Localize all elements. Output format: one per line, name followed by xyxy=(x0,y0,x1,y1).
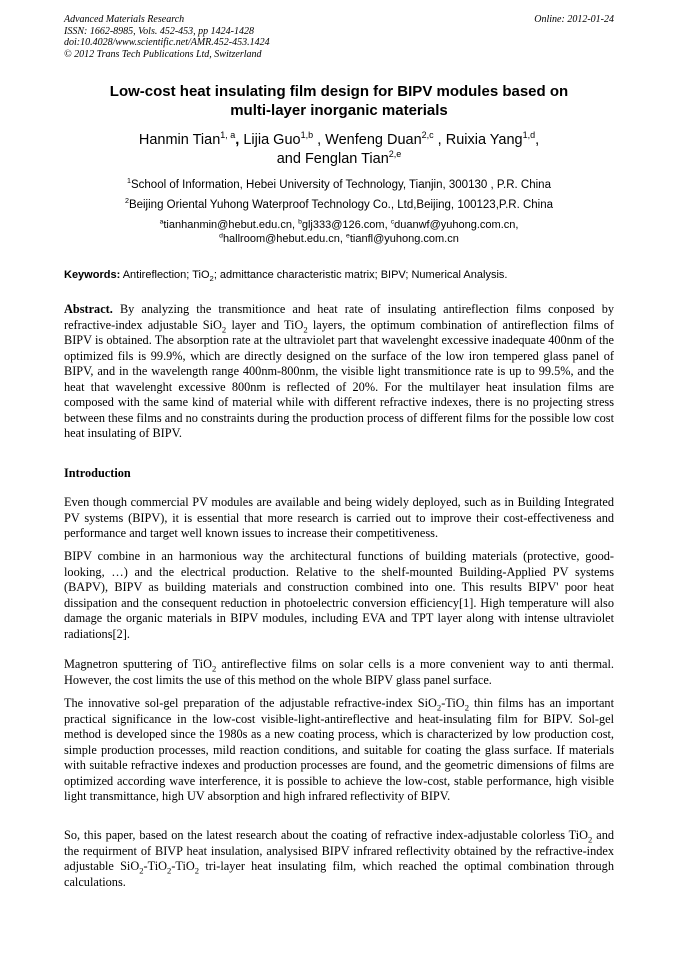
affiliation-sup: 2 xyxy=(124,197,129,206)
author-sup: 1, a xyxy=(220,130,236,141)
paragraph-sub: 2 xyxy=(167,865,172,876)
author-line-2 xyxy=(64,150,614,169)
email-line-1 xyxy=(64,218,614,232)
copyright-line: © 2012 Trans Tech Publications Ltd, Switzerland xyxy=(64,48,262,60)
email-sup: d xyxy=(219,232,223,240)
author-line-1: Hanmin Tian$^{1, a}$, Lijia Guo$^{1,b}$ , Wenfeng Duan$^{2,c}$ , Ruixia Yang$^{1,d}$, xyxy=(138,130,540,148)
email-sup: c xyxy=(390,218,395,226)
affiliation-1 xyxy=(64,178,614,192)
paragraph-text: Magnetron sputtering of TiO xyxy=(64,657,212,671)
email-sup: a xyxy=(159,218,164,226)
section-heading-introduction: Introduction xyxy=(64,466,131,480)
affiliation-text: School of Information, Hebei University of Technology, Tianjin, 300130 , P.R. China xyxy=(130,179,551,191)
author-name: Hanmin Tian xyxy=(138,132,221,148)
paragraph-text: The innovative sol-gel preparation of the adjustable refractive-index SiO xyxy=(64,696,437,710)
email-link: hallroom@hebut.edu.cn, xyxy=(222,233,343,245)
journal-header xyxy=(64,14,270,60)
affiliation-2 xyxy=(64,198,614,212)
affiliation-text: Beijing Oriental Yuhong Waterproof Technology Co., Ltd,Beijing, 100123,P.R. China xyxy=(128,199,554,211)
paragraph-text: So, this paper, based on the latest research about the coating of refractive index-adjustable colorless TiO xyxy=(64,828,589,842)
abstract-text: layer and TiO xyxy=(226,317,304,332)
title-line-1: Low-cost heat insulating film design for BIPV modules based on xyxy=(109,83,569,100)
intro-paragraph-5 xyxy=(64,828,614,890)
paragraph-text: and the requirment of BIVP heat insulation, analysised BIPV infrared reflectivity obtained by the refractive-index adjustable SiO xyxy=(64,828,614,873)
journal-name: Advanced Materials Research xyxy=(64,14,185,25)
paragraph-text: -TiO xyxy=(143,859,167,873)
title-line-2: multi-layer inorganic materials xyxy=(230,102,448,119)
intro-paragraph-1: Even though commercial PV modules are available and being widely deployed, such as in Building Integrated PV systems (BIPV), it is essential that more research is carried out to improve their cost-effectiveness and performance and target well known issues to increase their competitiveness. xyxy=(64,495,614,540)
paragraph-text: antireflective films on solar cells is a more convenient way to anti thermal. However, the cost limits the use of this method on the whole BIPV glass panel surface. xyxy=(64,657,614,687)
abstract-text: layers, the optimum combination of antireflection films of BIPV is obtained. The absorption rate at the ultraviolet part that wavelenght excessive inadequate 400nm of the optimized fils is 99.9%, which are directly designed on the surface of the low iron tempered glass panel of BIPV, and in the wavelength range 400nm-800nm, the visible light transmitionce rate is up to 99.5%, and the heat that wavelenght excessive 800nm is reflected of 20%. For the multilayer heat insulation films are composed with the same kind of material while with different refractive indexes, there is no projecting stress between these films and no constraints during the production process of different films for the possible low cost heat insulating of BIPV. xyxy=(64,317,614,440)
paper-title xyxy=(64,82,614,120)
abstract-label: Abstract. xyxy=(64,302,113,316)
paragraph-sub: 2 xyxy=(194,865,200,876)
abstract-text: By analyzing the transmitionce and heat rate of insulating antireflection films conposed by refractive-index adjustable SiO xyxy=(64,302,614,332)
intro-paragraph-2: BIPV combine in an harmonious way the architectural functions of building materials (protective, good-looking, …) and the electrical production. Relative to the shelf-mounted Building-Applied PV systems (BAPV), BIPV as building materials and construction combined into one. This results BIPV' poor heat dissipation and the consequent reduction in photoelectric conversion efficiency[1]. High temperature will also damage the organic materials in BIPV modules, including EVA and TPT layer along with intense ultraviolet radiations[2]. xyxy=(64,549,614,641)
affiliation-sup: 1 xyxy=(127,177,131,186)
author-name: Fenglan Tian xyxy=(304,151,389,167)
abstract-sub: 2 xyxy=(303,323,308,334)
email-sup: b xyxy=(298,218,302,226)
author-sup: 1,b xyxy=(300,130,314,141)
keywords-text: ; admittance characteristic matrix; BIPV; Numerical Analysis. xyxy=(213,269,508,281)
email-link: tianfl@yuhong.com.cn xyxy=(349,233,459,245)
online-date: Online: 2012-01-24 xyxy=(534,14,614,25)
author-sup: 2,c xyxy=(421,130,434,141)
abstract-sub: 2 xyxy=(221,323,227,334)
email-link: glj333@126.com, xyxy=(301,219,388,231)
doi-line: doi:10.4028/www.scientific.net/AMR.452-453.1424 xyxy=(64,37,270,48)
abstract-paragraph xyxy=(64,302,614,442)
author-sup: 2,e xyxy=(388,149,402,160)
email-list xyxy=(64,218,614,246)
email-line-2 xyxy=(64,232,614,246)
keywords-text: Antireflection; TiO xyxy=(122,269,210,281)
author-and: and xyxy=(276,151,301,167)
keywords-sub: 2 xyxy=(209,274,214,284)
paragraph-sub: 2 xyxy=(436,702,442,713)
author-name: Ruixia Yang xyxy=(445,132,523,148)
email-sup: e xyxy=(346,232,350,240)
keywords-line xyxy=(64,268,614,282)
paragraph-sub: 2 xyxy=(588,834,593,845)
intro-paragraph-3 xyxy=(64,657,614,688)
paragraph-text: -TiO xyxy=(171,859,195,873)
author-name: Wenfeng Duan xyxy=(325,132,422,148)
author-name: Lijia Guo xyxy=(243,132,301,148)
email-link: tianhanmin@hebut.edu.cn, xyxy=(163,219,296,231)
paragraph-text: tri-layer heat insulating film, which reached the optimal combination through calculations. xyxy=(64,859,614,889)
keywords-label: Keywords: xyxy=(64,269,121,281)
paragraph-text: thin films has an important practical significance in the low-cost visible-light-antireflective and heat-insulating film for BIPV. Sol-gel method is developed since the 1980s as a new coating process, which is characterized by low production cost, simple production processes, mild reaction conditions, and suitable for coating the glass surface. If materials with suitable refractive indexes and production processes are found, and the geometric dimensions of films are optimized according wave interference, it is possible to achieve the low-cost, stable performance, high visible light transmittance, high UV absorption and high infrared reflectivity of BIPV. xyxy=(64,696,614,803)
issn-line: ISSN: 1662-8985, Vols. 452-453, pp 1424-1428 xyxy=(64,25,254,37)
paragraph-sub: 2 xyxy=(211,663,217,674)
email-link: duanwf@yuhong.com.cn, xyxy=(394,219,519,231)
author-list xyxy=(64,131,614,169)
paragraph-text: -TiO xyxy=(441,696,465,710)
paragraph-sub: 2 xyxy=(139,865,144,876)
paragraph-sub: 2 xyxy=(464,702,469,713)
intro-paragraph-4 xyxy=(64,696,614,805)
author-sup: 1,d xyxy=(522,130,536,141)
